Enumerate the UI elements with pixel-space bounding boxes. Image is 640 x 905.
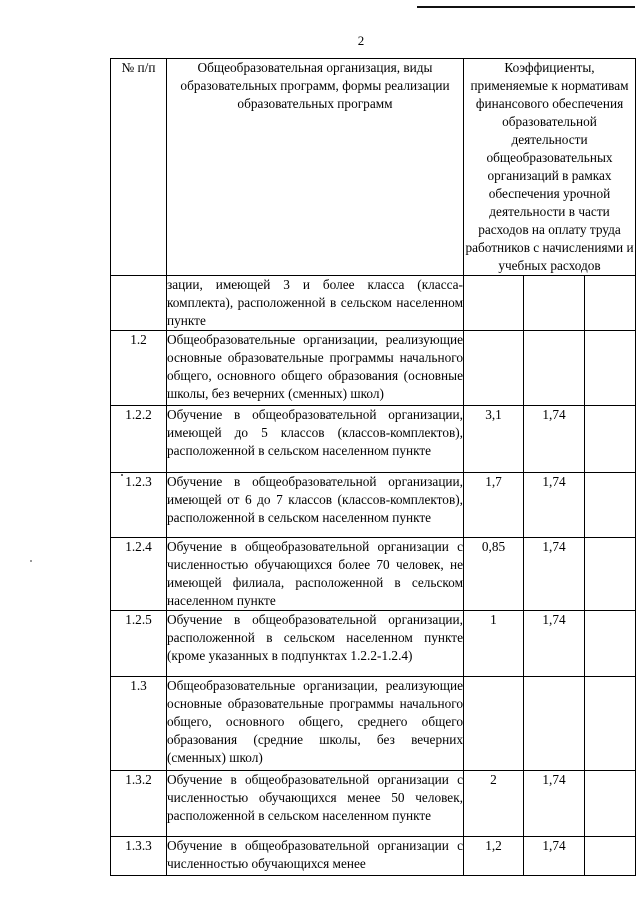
row-coefficient-1 (464, 276, 524, 331)
row-coefficient-3 (585, 837, 636, 876)
row-coefficient-1: 1,2 (464, 837, 524, 876)
row-coefficient-2: 1,74 (524, 771, 585, 837)
row-coefficient-1: 1 (464, 611, 524, 677)
table-row (111, 611, 636, 677)
row-description: Обучение в общеобразовательной организации, имеющей до 5 классов (классов-комплектов), расположенной в сельском населенном пункте (167, 406, 464, 473)
row-coefficient-2: 1,74 (524, 611, 585, 677)
row-number: 1.2.4 (111, 538, 167, 611)
row-coefficient-2: 1,74 (524, 406, 585, 473)
row-coefficient-3 (585, 276, 636, 331)
row-coefficient-2: 1,74 (524, 837, 585, 876)
coefficients-table (110, 58, 636, 876)
row-coefficient-3 (585, 331, 636, 406)
row-coefficient-1 (464, 677, 524, 771)
row-description: зации, имеющей 3 и более класса (класса-комплекта), расположенной в сельском населенном пункте (167, 276, 464, 331)
table-row (111, 331, 636, 406)
row-coefficient-3 (585, 677, 636, 771)
row-number: 1.2.5 (111, 611, 167, 677)
row-coefficient-3 (585, 473, 636, 538)
row-description: Общеобразовательные организации, реализующие основные образовательные программы начального общего, основного общего образования (основные школы, без вечерних (сменных) школ) (167, 331, 464, 406)
row-number: 1.3.3 (111, 837, 167, 876)
row-coefficient-3 (585, 538, 636, 611)
row-coefficient-3 (585, 771, 636, 837)
row-coefficient-3 (585, 406, 636, 473)
row-number: 1.3.2 (111, 771, 167, 837)
table-row (111, 837, 636, 876)
table-row (111, 473, 636, 538)
row-coefficient-2 (524, 331, 585, 406)
row-coefficient-1: 1,7 (464, 473, 524, 538)
page-number: 2 (357, 33, 365, 48)
row-coefficient-1: 0,85 (464, 538, 524, 611)
row-number: 1.2.3 (111, 473, 167, 538)
table-header-row (111, 59, 636, 276)
row-description: Обучение в общеобразовательной организации с численностью обучающихся менее (167, 837, 464, 876)
row-description: Общеобразовательные организации, реализующие основные образовательные программы начального общего, основного общего, среднего общего образования (средние школы, без вечерних (сменных) школ) (167, 677, 464, 771)
row-coefficient-1 (464, 331, 524, 406)
row-number: 1.2.2 (111, 406, 167, 473)
row-description: Обучение в общеобразовательной организации с численностью обучающихся менее 50 человек, расположенной в сельском населенном пункте (167, 771, 464, 837)
table-row (111, 276, 636, 331)
scan-speck (121, 474, 123, 476)
row-coefficient-2: 1,74 (524, 538, 585, 611)
table-row (111, 538, 636, 611)
row-description: Обучение в общеобразовательной организации, расположенной в сельском населенном пункте (кроме указанных в подпунктах 1.2.2-1.2.4) (167, 611, 464, 677)
row-coefficient-1: 2 (464, 771, 524, 837)
table-row (111, 771, 636, 837)
row-coefficient-2 (524, 276, 585, 331)
top-rule (417, 6, 635, 8)
row-number: 1.2 (111, 331, 167, 406)
row-number (111, 276, 167, 331)
table-row (111, 677, 636, 771)
header-coefficients: Коэффициенты, применяемые к нормативам финансового обеспечения образовательной деятельности общеобразовательных организаций в рамках обеспечения урочной деятельности в части расходов на оплату труда работников с начислениями и учебных расходов (464, 59, 636, 276)
row-coefficient-2: 1,74 (524, 473, 585, 538)
header-organization: Общеобразовательная организация, виды образовательных программ, формы реализации образовательных программ (167, 59, 464, 276)
table-row (111, 406, 636, 473)
row-number: 1.3 (111, 677, 167, 771)
header-number: № п/п (111, 59, 167, 276)
row-description: Обучение в общеобразовательной организации с численностью обучающихся более 70 человек, не имеющей филиала, расположенной в сельском населенном пункте (167, 538, 464, 611)
row-description: Обучение в общеобразовательной организации, имеющей от 6 до 7 классов (классов-комплектов), расположенной в сельском населенном пункте (167, 473, 464, 538)
row-coefficient-3 (585, 611, 636, 677)
scan-speck (30, 560, 32, 562)
row-coefficient-1: 3,1 (464, 406, 524, 473)
row-coefficient-2 (524, 677, 585, 771)
